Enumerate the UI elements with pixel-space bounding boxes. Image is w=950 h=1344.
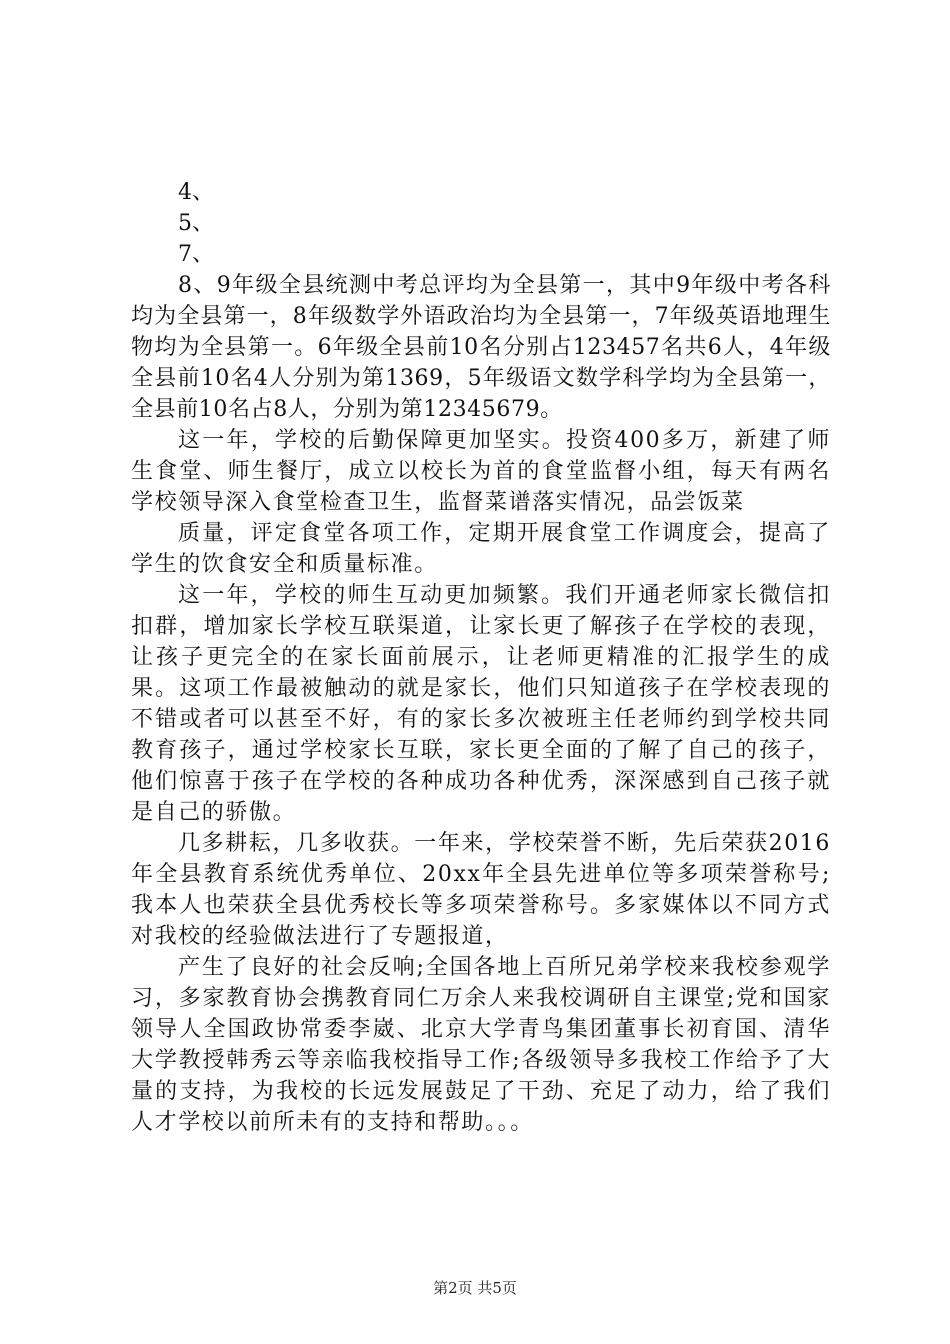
paragraph-exam-results: 8、9年级全县统测中考总评均为全县第一，其中9年级中考各科均为全县第一，8年级数学外语政治均为全县第一，7年级英语地理生物均为全县第一。6年级全县前10名分别占123457名共6人，4年级全县前10名4人分别为第1369，5年级语文数学科学均为全县第一，全县前10名占8人，分别为第12345679。: [131, 273, 831, 422]
paragraph-logistics: 这一年，学校的后勤保障更加坚实。投资400多万，新建了师生食堂、师生餐厅，成立以校长为首的食堂监督小组，每天有两名学校领导深入食堂检查卫生，监督菜谱落实情况，品尝饭菜: [131, 428, 831, 515]
paragraph-honors: 几多耕耘，几多收获。一年来，学校荣誉不断，先后荣获2016年全县教育系统优秀单位、20xx年全县先进单位等多项荣誉称号;我本人也荣获全县优秀校长等多项荣誉称号。多家媒体以不同方式对我校的经验做法进行了专题报道，: [131, 831, 831, 949]
list-item-4: 4、: [178, 180, 214, 205]
list-item-7: 7、: [178, 242, 214, 267]
paragraph-food-quality: 质量，评定食堂各项工作，定期开展食堂工作调度会，提高了学生的饮食安全和质量标准。: [131, 521, 831, 577]
page-number-footer: 第2页 共5页: [433, 1279, 517, 1297]
paragraph-teacher-parent-interaction: 这一年，学校的师生互动更加频繁。我们开通老师家长微信扣扣群，增加家长学校互联渠道，让家长更了解孩子在学校的表现，让孩子更完全的在家长面前展示，让老师更精准的汇报学生的成果。这项工作最被触动的就是家长，他们只知道孩子在学校表现的不错或者可以甚至不好，有的家长多次被班主任老师约到学校共同教育孩子，通过学校家长互联，家长更全面的了解了自己的孩子，他们惊喜于孩子在学校的各种成功各种优秀，深深感到自己孩子就是自己的骄傲。: [131, 583, 831, 825]
document-body: [131, 177, 831, 1138]
list-item-5: 5、: [178, 211, 214, 236]
paragraph-social-response: 产生了良好的社会反响;全国各地上百所兄弟学校来我校参观学习，多家教育协会携教育同仁万余人来我校调研自主课堂;党和国家领导人全国政协常委李崴、北京大学青鸟集团董事长初育国、清华大学教授韩秀云等亲临我校指导工作;各级领导多我校工作给予了大量的支持，为我校的长远发展鼓足了干劲、充足了动力，给了我们人才学校以前所未有的支持和帮助。。。: [131, 955, 831, 1135]
